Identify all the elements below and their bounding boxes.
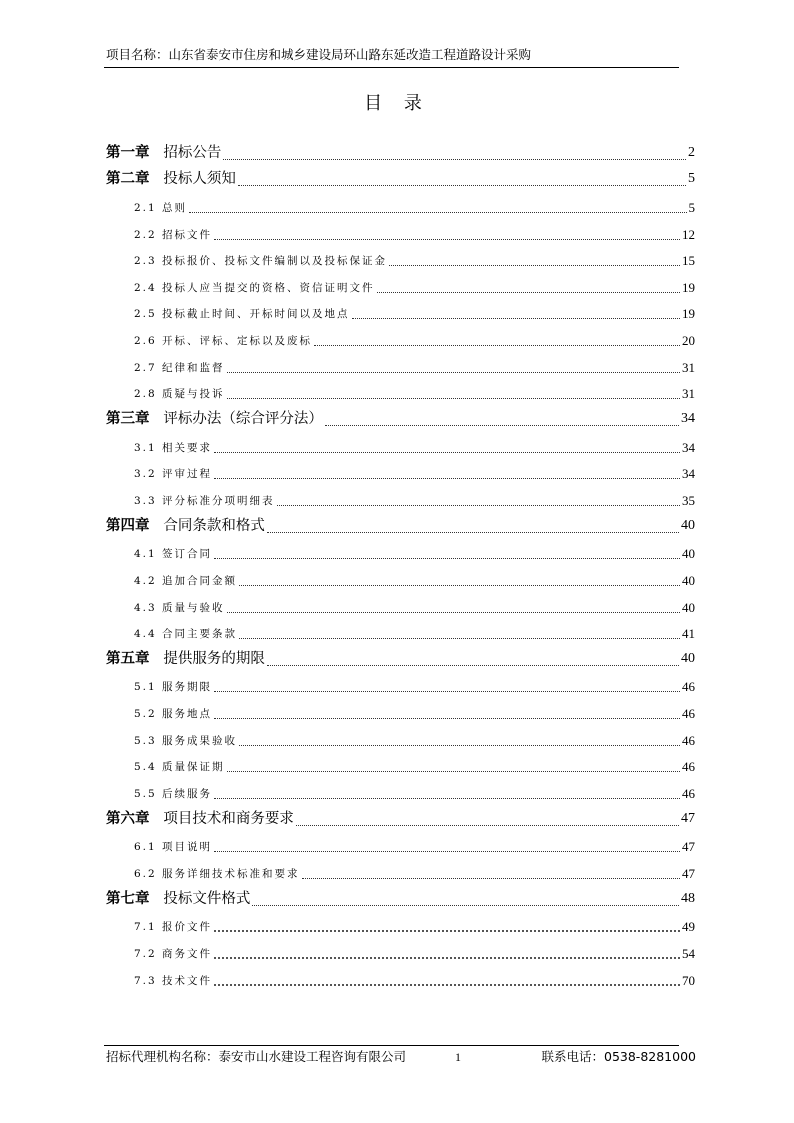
toc-section-label: 2.6 开标、评标、定标以及废标 [134,335,313,348]
toc-dot-leader [214,452,680,453]
toc-section-label: 3.3 评分标准分项明细表 [134,494,275,507]
toc-page-number: 40 [682,599,695,615]
toc-section-label: 2.3 投标报价、投标文件编制以及投标保证金 [134,255,388,268]
toc-section-entry[interactable] [106,430,695,457]
toc-chapter-title: 提供服务的期限 [163,650,265,667]
toc-section-entry[interactable] [106,617,695,644]
toc-section-label: 2.1 总则 [134,201,188,214]
footer-contact: 联系电话：0538-8281000 [541,1049,696,1064]
toc-page-number: 40 [681,517,695,533]
toc-section-entry[interactable] [106,696,695,723]
toc-chapter-number: 第三章 [106,411,150,428]
toc-dot-leader [214,984,680,986]
toc-page-number: 19 [682,306,695,322]
page-header: 项目名称：山东省泰安市住房和城乡建设局环山路东延改造工程道路设计采购 [106,47,532,62]
toc-section-label: 5.4 质量保证期 [134,761,225,774]
toc-chapter-entry[interactable] [106,510,695,537]
toc-section-entry[interactable] [106,963,695,990]
toc-chapter-label [106,168,236,190]
toc-dot-leader [296,825,679,826]
toc-chapter-title: 评标办法（综合评分法） [163,411,323,428]
toc-page-number: 48 [681,890,695,906]
toc-section-label: 6.2 服务详细技术标准和要求 [134,867,300,880]
toc-section-label: 5.5 后续服务 [134,788,213,801]
toc-chapter-number: 第五章 [106,650,150,667]
toc-page-number: 34 [682,466,695,482]
toc-dot-leader [239,585,680,586]
toc-section-entry[interactable] [106,776,695,803]
toc-chapter-title: 合同条款和格式 [163,517,265,534]
toc-dot-leader [214,798,680,799]
toc-section-label: 3.2 评审过程 [134,468,213,481]
toc-page-number: 70 [682,972,695,988]
toc-section-entry[interactable] [106,457,695,484]
toc-section-entry[interactable] [106,936,695,963]
toc-section-entry[interactable] [106,270,695,297]
toc-dot-leader [267,532,679,533]
toc-section-label: 2.4 投标人应当提交的资格、资信证明文件 [134,281,375,294]
toc-chapter-entry[interactable] [106,643,695,670]
toc-chapter-separator [150,171,164,187]
toc-section-entry[interactable] [106,830,695,857]
toc-page-number: 40 [681,650,695,666]
toc-page-number: 46 [682,706,695,722]
toc-chapter-number: 第二章 [106,171,150,188]
toc-chapter-label [106,888,250,910]
toc-dot-leader [389,265,680,266]
toc-section-label: 4.2 追加合同金额 [134,574,238,587]
toc-chapter-separator [150,518,164,534]
toc-chapter-entry[interactable] [106,137,695,164]
toc-page-number: 20 [682,333,695,349]
toc-section-label: 5.3 服务成果验收 [134,734,238,747]
toc-dot-leader [214,239,680,240]
toc-page-number: 40 [682,572,695,588]
toc-dot-leader [214,558,680,559]
toc-page-number: 40 [682,546,695,562]
header-divider [104,67,679,68]
toc-chapter-title: 投标人须知 [163,171,236,188]
toc-chapter-title: 项目技术和商务要求 [163,810,294,827]
toc-chapter-title: 投标文件格式 [163,890,251,907]
toc-section-entry[interactable] [106,910,695,937]
toc-section-label: 6.1 项目说明 [134,841,213,854]
toc-dot-leader [239,745,680,746]
toc-dot-leader [214,957,680,959]
toc-page-number: 47 [681,810,695,826]
toc-page-number: 47 [682,865,695,881]
toc-section-label: 4.4 合同主要条款 [134,628,238,641]
toc-page-number: 46 [682,759,695,775]
toc-dot-leader [227,398,680,399]
toc-dot-leader [239,638,680,639]
footer-divider [104,1045,679,1046]
toc-dot-leader [252,905,679,906]
toc-page-number: 46 [682,786,695,802]
toc-chapter-number: 第四章 [106,517,150,534]
toc-section-label: 2.2 招标文件 [134,228,213,241]
toc-page-number: 47 [682,839,695,855]
toc-page-number: 54 [682,945,695,961]
toc-title: 目 录 [364,93,430,114]
toc-section-label: 2.5 投标截止时间、开标时间以及地点 [134,308,350,321]
toc-chapter-entry[interactable] [106,803,695,830]
toc-section-label: 7.1 报价文件 [134,921,213,934]
toc-chapter-entry[interactable] [106,883,695,910]
toc-chapter-separator [150,145,164,161]
toc-chapter-label [106,515,265,537]
toc-chapter-separator [150,411,164,427]
toc-section-entry[interactable] [106,750,695,777]
toc-chapter-title: 招标公告 [163,144,222,161]
toc-page-number: 46 [682,679,695,695]
toc-page-number: 5 [688,171,695,187]
toc-section-label: 2.7 纪律和监督 [134,361,225,374]
toc-dot-leader [227,372,680,373]
toc-page-number: 12 [682,226,695,242]
toc-section-entry[interactable] [106,217,695,244]
toc-page-number: 41 [682,626,695,642]
toc-chapter-entry[interactable] [106,403,695,430]
toc-chapter-separator [150,651,164,667]
toc-chapter-separator [150,811,164,827]
toc-chapter-number: 第六章 [106,810,150,827]
toc-section-entry[interactable] [106,537,695,564]
toc-chapter-label [106,142,221,164]
toc-page-number: 31 [682,359,695,375]
toc-section-entry[interactable] [106,297,695,324]
toc-page-number: 31 [682,386,695,402]
toc-section-entry[interactable] [106,563,695,590]
toc-page-number: 19 [682,279,695,295]
toc-section-label: 4.1 签订合同 [134,548,213,561]
footer-page-number: 1 [455,1050,461,1064]
toc-dot-leader [214,478,680,479]
toc-dot-leader [214,691,680,692]
toc-page-number: 46 [682,732,695,748]
page-footer [106,1048,696,1066]
toc-page-number: 35 [682,492,695,508]
toc-dot-leader [189,212,686,213]
toc-section-entry[interactable] [106,590,695,617]
toc-chapter-label [106,648,265,670]
toc-section-entry[interactable] [106,377,695,404]
toc-section-entry[interactable] [106,350,695,377]
footer-agency: 招标代理机构名称：泰安市山水建设工程咨询有限公司 [106,1049,407,1064]
toc-dot-leader [214,718,680,719]
toc-section-label: 5.2 服务地点 [134,708,213,721]
toc-chapter-label [106,408,323,430]
toc-chapter-label [106,808,294,830]
toc-dot-leader [325,425,679,426]
toc-dot-leader [214,851,680,852]
toc-dot-leader [314,345,680,346]
toc-page-number: 49 [682,919,695,935]
toc-dot-leader [267,665,679,666]
toc-chapter-number: 第一章 [106,144,150,161]
toc-section-label: 7.3 技术文件 [134,974,213,987]
toc-dot-leader [377,292,680,293]
toc-section-entry[interactable] [106,244,695,271]
toc-section-label: 3.1 相关要求 [134,441,213,454]
toc-section-label: 5.1 服务期限 [134,681,213,694]
toc-section-entry[interactable] [106,723,695,750]
toc-dot-leader [223,159,686,160]
toc-section-entry[interactable] [106,190,695,217]
toc-chapter-number: 第七章 [106,890,150,907]
table-of-contents [106,137,695,990]
toc-dot-leader [227,771,680,772]
toc-section-entry[interactable] [106,483,695,510]
toc-chapter-separator [150,891,164,907]
toc-dot-leader [277,505,680,506]
toc-section-entry[interactable] [106,856,695,883]
toc-page-number: 34 [682,439,695,455]
toc-dot-leader [214,930,680,932]
toc-page-number: 15 [682,253,695,269]
toc-dot-leader [352,318,680,319]
toc-section-label: 2.8 质疑与投诉 [134,388,225,401]
toc-dot-leader [302,878,680,879]
toc-page-number: 5 [688,199,695,215]
toc-section-entry[interactable] [106,323,695,350]
toc-section-entry[interactable] [106,670,695,697]
toc-page-number: 34 [681,411,695,427]
toc-dot-leader [227,612,680,613]
toc-page-number: 2 [688,144,695,160]
toc-section-label: 7.2 商务文件 [134,947,213,960]
toc-section-label: 4.3 质量与验收 [134,601,225,614]
toc-chapter-entry[interactable] [106,164,695,191]
toc-dot-leader [238,185,686,186]
